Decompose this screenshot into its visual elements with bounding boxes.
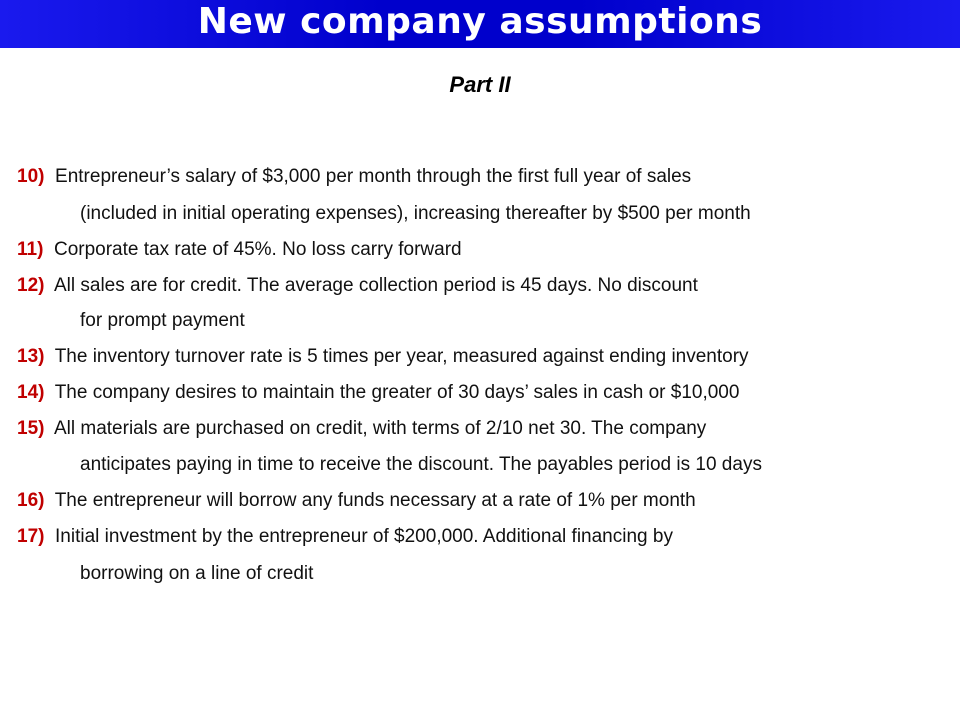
item-number: 16)	[17, 490, 45, 511]
item-number: 17)	[17, 526, 45, 547]
item-text: The inventory turnover rate is 5 times per year, measured against ending inventory	[54, 346, 749, 367]
list-item-17-continuation	[80, 563, 313, 585]
item-number: 15)	[17, 418, 45, 439]
item-text: The entrepreneur will borrow any funds necessary at a rate of 1% per month	[54, 490, 696, 511]
item-text: borrowing on a line of credit	[80, 563, 314, 584]
list-item-17	[17, 526, 673, 548]
item-text: Entrepreneur’s salary of $3,000 per month through the first full year of sales	[55, 166, 692, 187]
list-item-16	[17, 490, 696, 512]
item-text: for prompt payment	[80, 310, 245, 331]
item-number: 10)	[17, 166, 45, 187]
item-text: Initial investment by the entrepreneur of $200,000. Additional financing by	[55, 526, 673, 547]
item-text: All materials are purchased on credit, with terms of 2/10 net 30. The company	[53, 418, 707, 439]
list-item-14	[17, 382, 739, 404]
item-text: anticipates paying in time to receive the discount. The payables period is 10 days	[80, 454, 762, 475]
list-item-11	[17, 239, 462, 261]
item-text: The company desires to maintain the greater of 30 days’ sales in cash or $10,000	[54, 382, 740, 403]
item-text: All sales are for credit. The average collection period is 45 days. No discount	[53, 275, 698, 296]
list-item-13	[17, 346, 749, 368]
page-title: New company assumptions	[197, 1, 763, 42]
item-number: 13)	[17, 346, 45, 367]
item-number: 11)	[17, 239, 44, 260]
list-item-15	[17, 418, 706, 440]
list-item-10	[17, 166, 691, 188]
item-number: 14)	[17, 382, 45, 403]
list-item-12	[17, 275, 698, 297]
item-number: 12)	[17, 275, 45, 296]
item-text: Corporate tax rate of 45%. No loss carry forward	[53, 239, 462, 260]
list-item-12-continuation	[80, 310, 245, 332]
list-item-10-continuation	[80, 203, 751, 225]
list-item-15-continuation	[80, 454, 762, 476]
subtitle: Part II	[449, 72, 511, 97]
item-text: (included in initial operating expenses), increasing thereafter by $500 per month	[80, 203, 751, 224]
